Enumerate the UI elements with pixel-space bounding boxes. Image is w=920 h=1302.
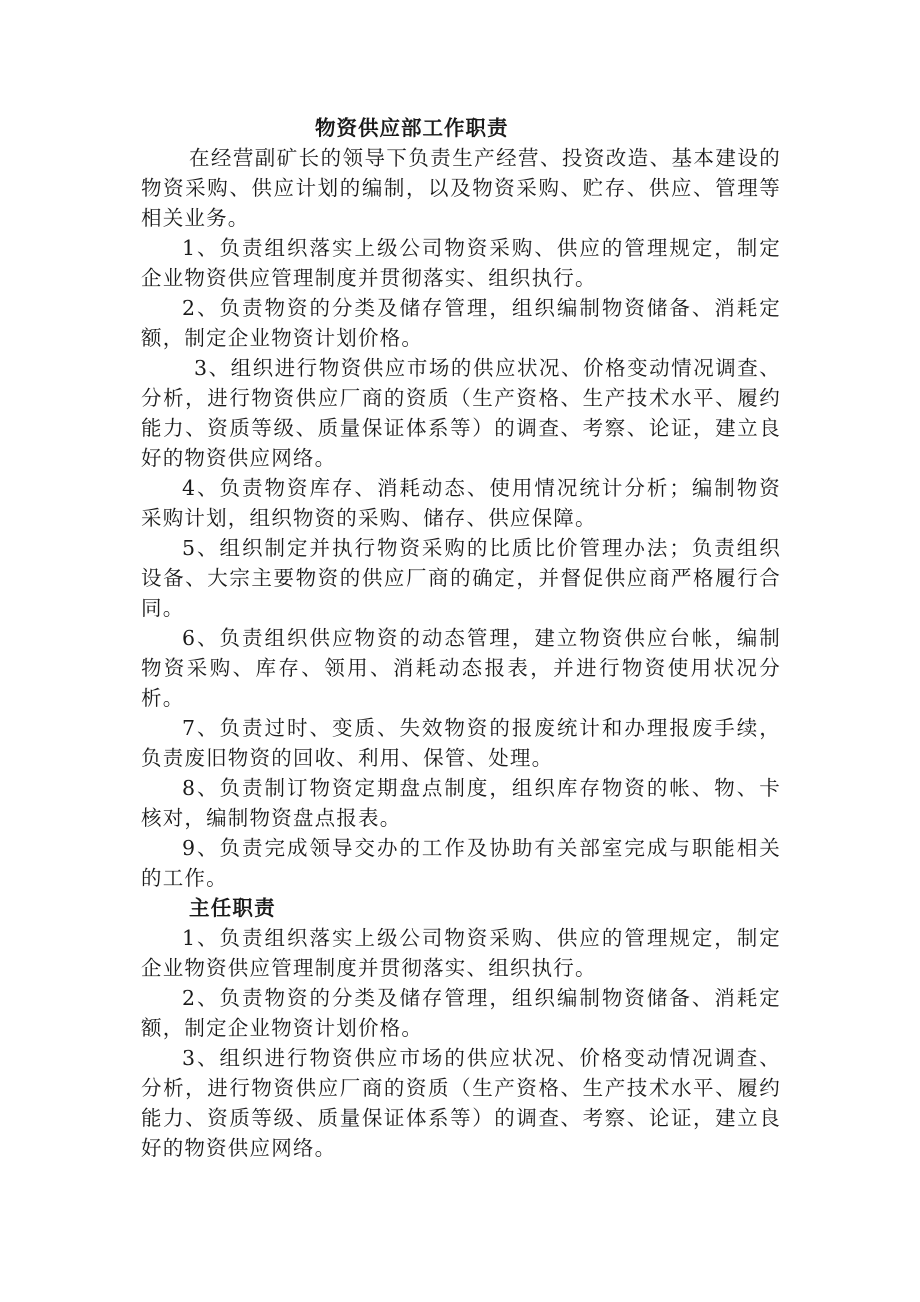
department-duty-item: 7、负责过时、变质、失效物资的报废统计和办理报废手续，负责废旧物资的回收、利用、保管、处理。 [141,716,781,770]
department-duty-item: 3、组织进行物资供应市场的供应状况、价格变动情况调查、分析，进行物资供应厂商的资质（生产资格、生产技术水平、履约能力、资质等级、质量保证体系等）的调查、考察、论证，建立良好的物资供应网络。 [141,356,781,470]
department-duty-item: 8、负责制订物资定期盘点制度，组织库存物资的帐、物、卡核对，编制物资盘点报表。 [141,776,781,830]
document-body [141,113,781,1163]
department-duty-item: 4、负责物资库存、消耗动态、使用情况统计分析；编制物资采购计划，组织物资的采购、储存、供应保障。 [141,476,781,530]
department-duty-item: 5、组织制定并执行物资采购的比质比价管理办法；负责组织设备、大宗主要物资的供应厂商的确定，并督促供应商严格履行合同。 [141,536,781,620]
director-duty-item: 1、负责组织落实上级公司物资采购、供应的管理规定，制定企业物资供应管理制度并贯彻落实、组织执行。 [141,926,781,980]
department-duty-item: 9、负责完成领导交办的工作及协助有关部室完成与职能相关的工作。 [141,836,781,890]
director-duties-list [141,923,781,1163]
department-duties-list [141,233,781,893]
director-duty-item: 2、负责物资的分类及储存管理，组织编制物资储备、消耗定额，制定企业物资计划价格。 [141,986,781,1040]
department-duty-item: 2、负责物资的分类及储存管理，组织编制物资储备、消耗定额，制定企业物资计划价格。 [141,296,781,350]
department-duty-item: 6、负责组织供应物资的动态管理，建立物资供应台帐，编制物资采购、库存、领用、消耗动态报表，并进行物资使用状况分析。 [141,626,781,710]
director-duty-item: 3、组织进行物资供应市场的供应状况、价格变动情况调查、分析，进行物资供应厂商的资质（生产资格、生产技术水平、履约能力、资质等级、质量保证体系等）的调查、考察、论证，建立良好的物资供应网络。 [141,1046,781,1160]
intro-paragraph: 在经营副矿长的领导下负责生产经营、投资改造、基本建设的物资采购、供应计划的编制，以及物资采购、贮存、供应、管理等相关业务。 [141,146,781,230]
director-duties-heading: 主任职责 [189,896,276,920]
document-title: 物资供应部工作职责 [315,116,509,140]
department-duty-item: 1、负责组织落实上级公司物资采购、供应的管理规定，制定企业物资供应管理制度并贯彻落实、组织执行。 [141,236,781,290]
